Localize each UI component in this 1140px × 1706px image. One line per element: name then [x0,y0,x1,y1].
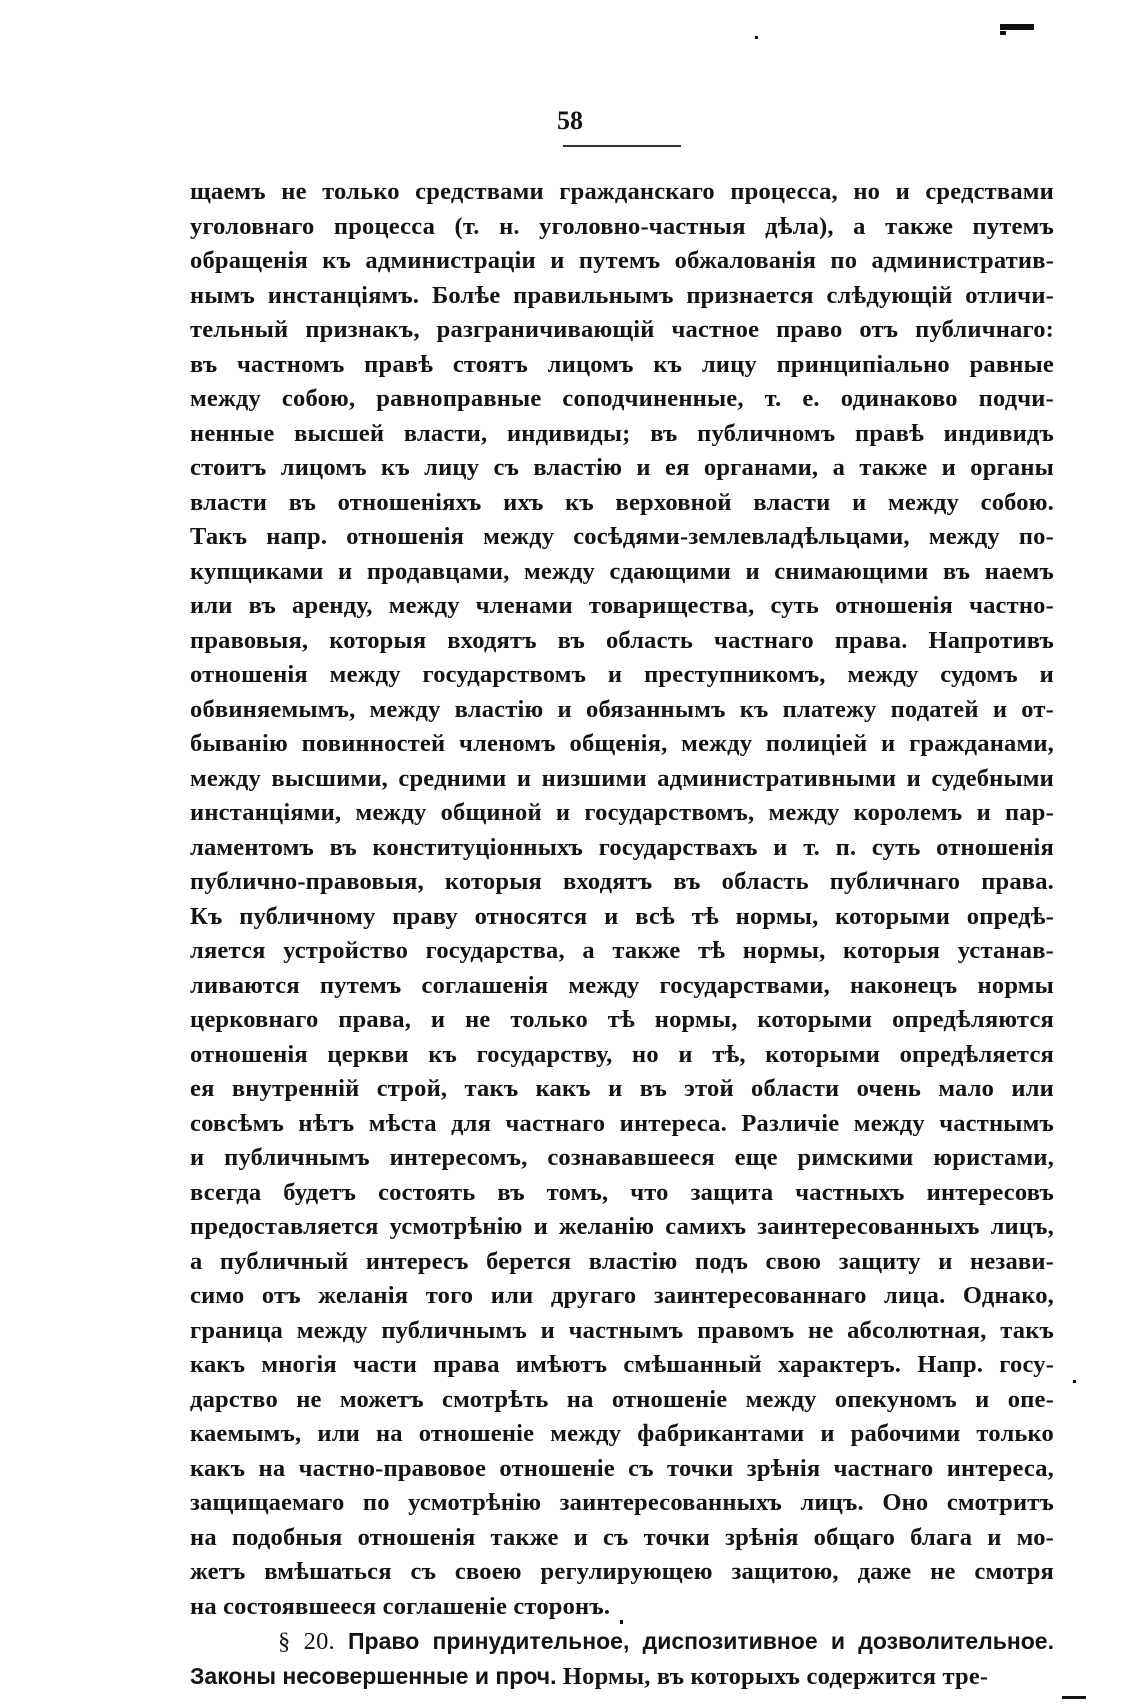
scan-mark [1073,1380,1076,1383]
page-number-rule [563,145,681,147]
text-line: церковнаго права, и не только тѣ нормы, которыми опредѣляются [190,1006,1054,1033]
text-line: правовыя, которыя входятъ въ область частнаго права. Напротивъ [190,626,1054,654]
text-line: отношенія церкви къ государству, но и тѣ, которыми опредѣляется [190,1040,1054,1068]
text-line: жетъ вмѣшаться съ своею регулирующею защитою, даже не смотря [190,1558,1054,1585]
section-number: § 20. [278,1628,335,1655]
text-line: инстанціями, между общиной и государствомъ, между королемъ и пар- [190,799,1054,826]
text-line: Къ публичному праву относятся и всѣ тѣ нормы, которыми опредѣ- [190,902,1054,930]
text-line: ламентомъ въ конституціонныхъ государствахъ и т. п. суть отношенія [190,833,1054,861]
scan-mark [1000,31,1006,35]
text-line: ливаются путемъ соглашенія между государствами, наконецъ нормы [190,971,1054,999]
text-line: Такъ напр. отношенія между сосѣдями-землевладѣльцами, между по- [190,523,1054,550]
text-line: обращенія къ администраціи и путемъ обжалованія по административ- [190,247,1054,274]
section-title-part-1: Право принудительное, диспозитивное и дозволительное. [348,1628,1054,1654]
text-line: власти въ отношеніяхъ ихъ къ верховной власти и между собою. [190,488,1054,516]
text-line: быванію повинностей членомъ общенія, между полиціей и гражданами, [190,730,1054,757]
body-text [190,175,1054,1693]
scan-mark [1000,24,1034,30]
text-line: ляется устройство государства, а также тѣ нормы, которыя устанав- [190,937,1054,964]
text-line: какъ многія части права имѣютъ смѣшанный характеръ. Напр. госу- [190,1351,1054,1378]
text-line: а публичный интересъ берется властію подъ свою защиту и незави- [190,1247,1054,1275]
text-line: въ частномъ правѣ стоятъ лицомъ къ лицу принципіально равные [190,350,1054,378]
text-line: защищаемаго по усмотрѣнію заинтересованныхъ лицъ. Оно смотритъ [190,1489,1054,1516]
page-number: 58 [557,106,583,135]
scan-mark [755,36,758,39]
text-line: всегда будетъ состоять въ томъ, что защита частныхъ интересовъ [190,1178,1054,1206]
text-line: граница между публичнымъ и частнымъ правомъ не абсолютная, такъ [190,1316,1054,1344]
text-line: тельный признакъ, разграничивающій частное право отъ публичнаго: [190,316,1054,343]
text-line: стоитъ лицомъ къ лицу съ властію и ея органами, а также и органы [190,454,1054,481]
text-line: между собою, равноправные соподчиненные, т. е. одинаково подчи- [190,385,1054,412]
text-line: симо отъ желанія того или другаго заинтересованнаго лица. Однако, [190,1282,1054,1309]
text-line: какъ на частно-правовое отношеніе съ точки зрѣнія частнаго интереса, [190,1454,1054,1482]
text-line: каемымъ, или на отношеніе между фабрикантами и рабочими только [190,1420,1054,1447]
scan-mark [620,1620,623,1624]
text-line: совсѣмъ нѣтъ мѣста для частнаго интереса. Различіе между частнымъ [190,1109,1054,1137]
section-title-part-2: Законы несовершенные и проч. [190,1662,557,1689]
text-line: нымъ инстанціямъ. Болѣе правильнымъ признается слѣдующій отличи- [190,281,1054,309]
text-line: публично-правовыя, которыя входятъ въ область публичнаго права. [190,868,1054,895]
section-text-start: Нормы, въ которыхъ содержится тре- [562,1662,989,1690]
text-line: щаемъ не только средствами гражданскаго процесса, но и средствами [190,178,1054,205]
paragraph-lines [190,175,1054,1624]
text-line: предоставляется усмотрѣнію и желанію самихъ заинтересованныхъ лицъ, [190,1213,1054,1240]
text-line: на состоявшееся соглашеніе сторонъ. [190,1592,611,1620]
section-heading-line-2 [190,1659,1054,1694]
text-line: ненные высшей власти, индивиды; въ публичномъ правѣ индивидъ [190,419,1054,447]
text-line: дарство не можетъ смотрѣть на отношеніе между опекуномъ и опе- [190,1385,1054,1413]
text-line: отношенія между государствомъ и преступникомъ, между судомъ и [190,661,1054,688]
text-line: обвиняемымъ, между властію и обязаннымъ къ платежу податей и от- [190,695,1054,723]
section-heading-line-1 [190,1624,1054,1659]
text-line: на подобныя отношенія также и съ точки зрѣнія общаго блага и мо- [190,1523,1054,1551]
text-line: и публичнымъ интересомъ, сознававшееся еще римскими юристами, [190,1144,1054,1171]
text-line: или въ аренду, между членами товарищества, суть отношенія частно- [190,592,1054,619]
text-line: уголовнаго процесса (т. н. уголовно-частныя дѣла), а также путемъ [190,212,1054,240]
text-line: между высшими, средними и низшими административными и судебными [190,764,1054,792]
text-line: ея внутренній строй, такъ какъ и въ этой области очень мало или [190,1075,1054,1102]
text-line: купщиками и продавцами, между сдающими и снимающими въ наемъ [190,557,1054,585]
scan-mark [1062,1696,1086,1699]
